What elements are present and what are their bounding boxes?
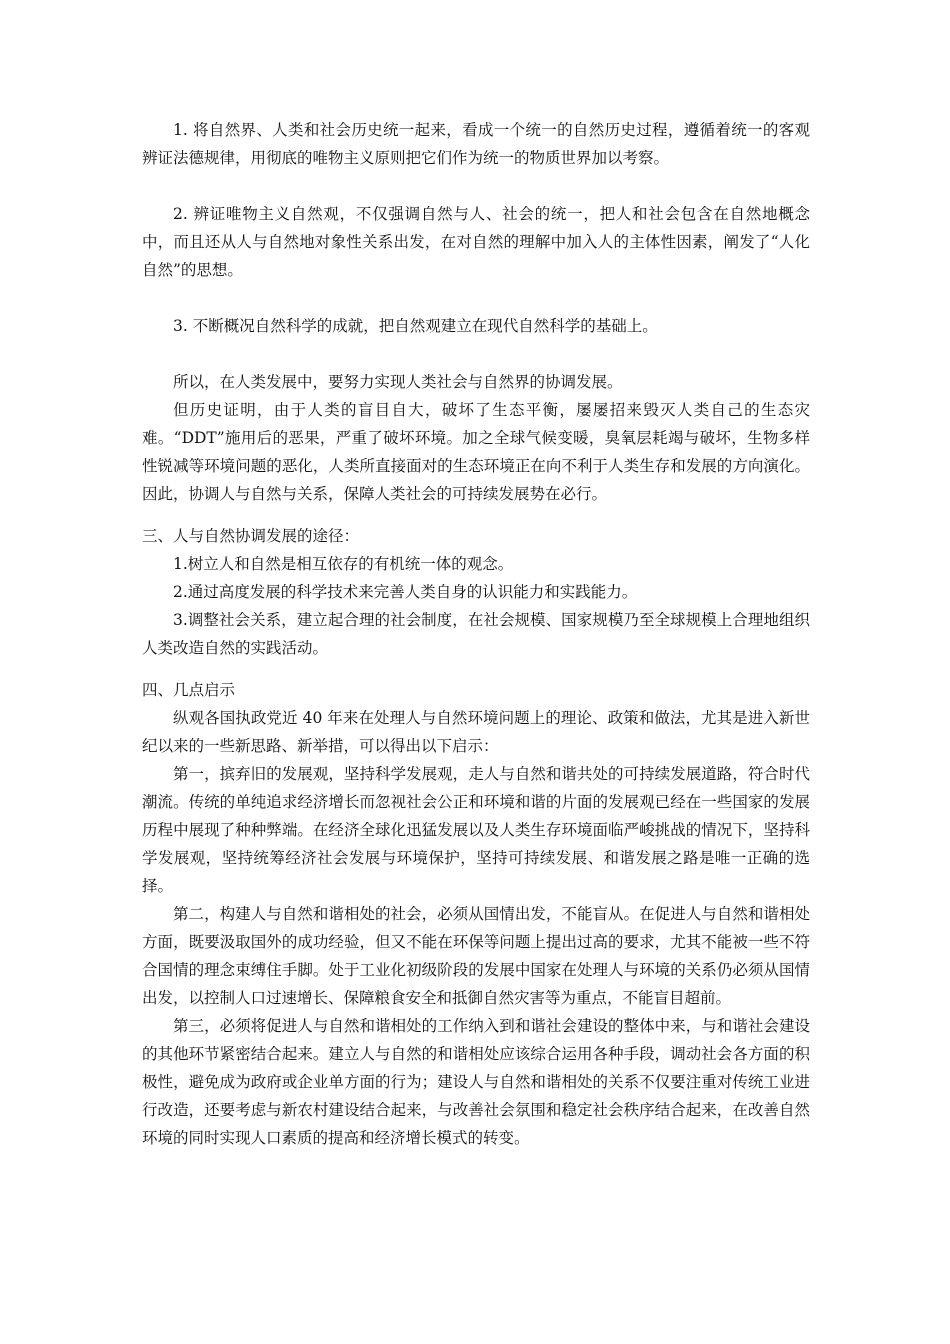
- list-item-3: 3.调整社会关系，建立起合理的社会制度，在社会规模、国家规模乃至全球规模上合理地组织人类改造自然的实践活动。: [142, 611, 810, 657]
- list-item-2: 2.通过高度发展的科学技术来完善人类自身的认识能力和实践能力。: [173, 583, 638, 601]
- section-heading-3: 三、人与自然协调发展的途径：: [142, 527, 360, 545]
- paragraph-8: 第二，构建人与自然和谐相处的社会，必须从国情出发，不能盲从。在促进人与自然和谐相处方面，既要汲取国外的成功经验，但又不能在环保等问题上提出过高的要求，尤其不能被一些不符合国情的理念束缚住手脚。处于工业化初级阶段的发展中国家在处理人与环境的关系仍必须从国情出发，以控制人口过速增长、保障粮食安全和抵御自然灾害等为重点，不能盲目超前。: [142, 905, 810, 1007]
- spacer: [142, 340, 810, 368]
- paragraph-2: 2. 辨证唯物主义自然观，不仅强调自然与人、社会的统一，把人和社会包含在自然地概念中，而且还从人与自然地对象性关系出发，在对自然的理解中加入人的主体性因素，阐发了“人化自然”的思想。: [142, 205, 810, 279]
- list-item-1: 1.树立人和自然是相互依存的有机统一体的观念。: [173, 555, 514, 573]
- document-body: [142, 116, 810, 1152]
- paragraph-5: 但历史证明，由于人类的盲目自大，破坏了生态平衡，屡屡招来毁灭人类自己的生态灾难。“DDT”施用后的恶果，严重了破坏环境。加之全球气候变暖，臭氧层耗竭与破坏，生物多样性锐减等环境问题的恶化，人类所直接面对的生态环境正在向不利于人类生存和发展的方向演化。因此，协调人与自然与关系，保障人类社会的可持续发展势在必行。: [142, 401, 810, 503]
- paragraph-1: 1. 将自然界、人类和社会历史统一起来，看成一个统一的自然历史过程，遵循着统一的客观辨证法德规律，用彻底的唯物主义原则把它们作为统一的物质世界加以考察。: [142, 121, 810, 167]
- spacer: [142, 284, 810, 312]
- section-heading-4: 四、几点启示: [142, 681, 236, 699]
- paragraph-9: 第三，必须将促进人与自然和谐相处的工作纳入到和谐社会建设的整体中来，与和谐社会建设的其他环节紧密结合起来。建立人与自然的和谐相处应该综合运用各种手段，调动社会各方面的积极性，避免成为政府或企业单方面的行为；建设人与自然和谐相处的关系不仅要注重对传统工业进行改造，还要考虑与新农村建设结合起来，与改善社会氛围和稳定社会秩序结合起来，在改善自然环境的同时实现人口素质的提高和经济增长模式的转变。: [142, 1017, 810, 1147]
- paragraph-7: 第一，摈弃旧的发展观，坚持科学发展观，走人与自然和谐共处的可持续发展道路，符合时代潮流。传统的单纯追求经济增长而忽视社会公正和环境和谐的片面的发展观已经在一些国家的发展历程中展现了种种弊端。在经济全球化迅猛发展以及人类生存环境面临严峻挑战的情况下，坚持科学发展观，坚持统筹经济社会发展与环境保护，坚持可持续发展、和谐发展之路是唯一正确的选择。: [142, 765, 810, 895]
- spacer: [142, 172, 810, 200]
- spacer: [142, 508, 810, 522]
- paragraph-4: 所以，在人类发展中，要努力实现人类社会与自然界的协调发展。: [173, 373, 623, 391]
- paragraph-6: 纵观各国执政党近 40 年来在处理人与自然环境问题上的理论、政策和做法，尤其是进入新世纪以来的一些新思路、新举措，可以得出以下启示：: [142, 709, 810, 755]
- paragraph-3: 3. 不断概况自然科学的成就，把自然观建立在现代自然科学的基础上。: [173, 317, 658, 335]
- spacer: [142, 662, 810, 676]
